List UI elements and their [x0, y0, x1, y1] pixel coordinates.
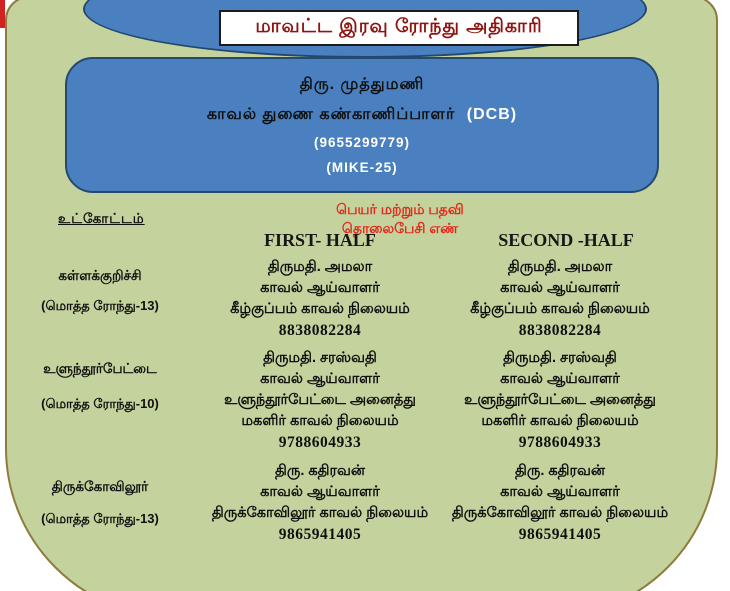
officer-designation: [207, 105, 517, 125]
phone-number: 9865941405: [278, 526, 362, 543]
row3-first-half-cell: [185, 461, 455, 545]
officer-designation-suffix: (DCB): [466, 106, 518, 123]
phone-number: 9865941405: [518, 526, 602, 543]
subdivision-column-header: உட்கோட்டம்: [58, 211, 145, 226]
officer-name: திருமதி. அமலா: [267, 259, 373, 275]
officer-name: திருமதி. சரஸ்வதி: [263, 350, 377, 366]
station-name: திருக்கோவிலூர் காவல் நிலையம்: [211, 505, 429, 521]
row2-second-half-cell: [425, 348, 695, 453]
page-title: மாவட்ட இரவு ரோந்து அதிகாரி: [219, 10, 579, 46]
officer-designation: காவல் ஆய்வாளர்: [500, 371, 620, 387]
row-label-kallakurichi: [10, 268, 190, 315]
station-name-line1: உளுந்தூர்பேட்டை அனைத்து: [224, 392, 416, 408]
total-rounds: (மொத்த ரோந்து-13): [41, 511, 159, 526]
district-officer-card: [65, 57, 659, 193]
phone-number: 9788604933: [518, 434, 602, 451]
station-name-line2: மகளிர் காவல் நிலையம்: [481, 413, 639, 429]
officer-designation: காவல் ஆய்வாளர்: [260, 371, 380, 387]
column-header-second-half: SECOND -HALF: [498, 230, 634, 250]
officer-phone: (9655299779): [313, 135, 411, 150]
subdivision-name: கள்ளக்குறிச்சி: [58, 268, 142, 283]
left-edge-red-mark: [0, 0, 5, 28]
officer-designation-text: காவல் துணை கண்காணிப்பாளர்: [206, 106, 456, 123]
phone-number: 8838082284: [278, 322, 362, 339]
row-label-ulundurpettai: [10, 361, 190, 413]
station-name-line1: உளுந்தூர்பேட்டை அனைத்து: [464, 392, 656, 408]
subdivision-name: திருக்கோவிலூர்: [51, 479, 149, 494]
station-name: கீழ்குப்பம் காவல் நிலையம்: [470, 301, 650, 317]
officer-designation: காவல் ஆய்வாளர்: [500, 280, 620, 296]
station-name-line2: மகளிர் காவல் நிலையம்: [241, 413, 399, 429]
column-header-first-half: FIRST- HALF: [264, 230, 376, 250]
row1-second-half-cell: [425, 257, 695, 341]
phone-number: 9788604933: [278, 434, 362, 451]
officer-name: திருமதி. அமலா: [507, 259, 613, 275]
officer-designation: காவல் ஆய்வாளர்: [260, 484, 380, 500]
subdivision-name: உளுந்தூர்பேட்டை: [43, 361, 157, 376]
row-label-tirukoilur: [10, 479, 190, 528]
total-rounds: (மொத்த ரோந்து-13): [41, 298, 159, 313]
officer-name: திரு. கதிரவன்: [275, 463, 365, 479]
officer-name: திருமதி. சரஸ்வதி: [503, 350, 617, 366]
row3-second-half-cell: [425, 461, 695, 545]
total-rounds: (மொத்த ரோந்து-10): [41, 396, 159, 411]
officer-name: திரு. முத்துமணி: [299, 76, 425, 93]
row1-first-half-cell: [185, 257, 455, 341]
officer-name: திரு. கதிரவன்: [515, 463, 605, 479]
officer-designation: காவல் ஆய்வாளர்: [260, 280, 380, 296]
station-name: கீழ்குப்பம் காவல் நிலையம்: [230, 301, 410, 317]
officer-callsign: (MIKE-25): [326, 160, 398, 175]
name-designation-phone-header: பெயர் மற்றும் பதவி தொலைபேசி எண்: [336, 201, 464, 236]
row2-first-half-cell: [185, 348, 455, 453]
phone-number: 8838082284: [518, 322, 602, 339]
officer-designation: காவல் ஆய்வாளர்: [500, 484, 620, 500]
station-name: திருக்கோவிலூர் காவல் நிலையம்: [451, 505, 669, 521]
